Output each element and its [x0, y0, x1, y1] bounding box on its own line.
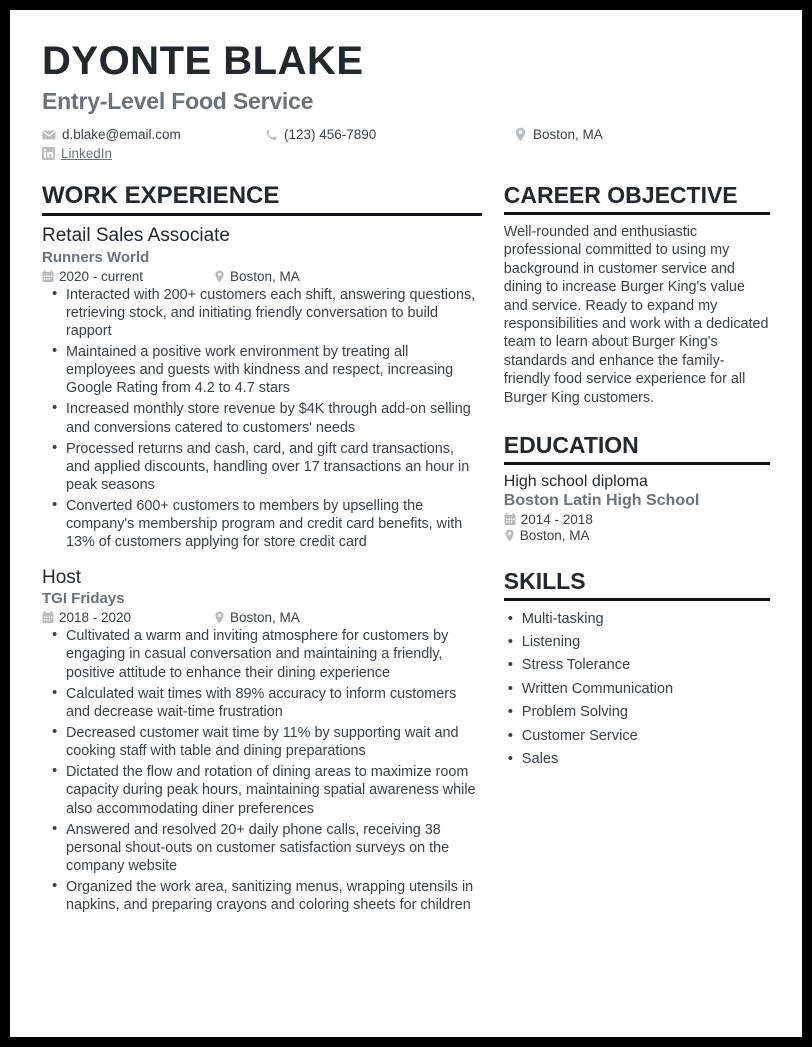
job-company: TGI Fridays: [42, 590, 125, 608]
calendar-icon: [42, 270, 54, 283]
contact-linkedin-label[interactable]: LinkedIn: [61, 146, 113, 161]
job-location-label: Boston, MA: [230, 268, 300, 284]
spacer: [504, 543, 770, 569]
job-bullet: • Dictated the flow and rotation of dining areas to maximize room capacity during peak hours, maintaining spatial awareness while also accommodating diner preferences: [42, 763, 482, 817]
job-meta-row: [42, 269, 482, 284]
job-bullet: • Interacted with 200+ customers each shift, answering questions, retrieving stock, and initiating friendly conversation to build rapport: [42, 286, 482, 340]
skill-item: • Written Communication: [504, 679, 770, 699]
job-bullet: • Cultivated a warm and inviting atmosphere for customers by engaging in casual conversation and maintaining a friendly, positive attitude to enhance their dining experience: [42, 627, 482, 681]
contact-location: [514, 127, 734, 142]
career-objective-text: Well-rounded and enthusiastic professional committed to using my background in customer service and dining to increase Burger King's value and service. Ready to expand my responsibilities and work with a dedicated team to learn about Burger King's standards and enhance the family-friendly food service experience for all Burger King customers.: [503, 223, 769, 406]
job-bullet: • Processed returns and cash, card, and gift card transactions, and applied discounts, handling over 17 transactions an hour in peak seasons: [42, 440, 482, 494]
job-meta-row: [42, 610, 482, 625]
skill-item: • Multi-tasking: [504, 609, 770, 629]
envelope-icon: [42, 128, 56, 142]
section-heading-work-experience: WORK EXPERIENCE: [42, 183, 482, 216]
section-heading-education: EDUCATION: [504, 433, 770, 465]
resume-page: [10, 10, 802, 1037]
work-experience-entry: [42, 224, 482, 552]
right-column: [504, 183, 770, 928]
linkedin-icon: [42, 147, 55, 160]
skills-list: [504, 609, 770, 770]
education-dates: [504, 512, 770, 527]
job-bullet: • Organized the work area, sanitizing menus, wrapping utensils in napkins, and preparing crayons and coloring sheets for children: [42, 878, 482, 914]
job-bullet: • Converted 600+ customers to members by upselling the company's membership program and credit card benefits, with 13% of customers applying for store credit card: [42, 497, 482, 551]
education-location: [504, 528, 770, 543]
job-dates: [42, 269, 214, 284]
contact-phone-label: (123) 456-7890: [284, 127, 377, 142]
skill-item: • Customer Service: [504, 726, 770, 746]
job-location: [214, 610, 300, 625]
calendar-icon: [504, 513, 516, 526]
left-column: [42, 183, 504, 928]
candidate-name: DYONTE BLAKE: [42, 39, 364, 83]
job-bullet: • Maintained a positive work environment by treating all employees and guests with kindness and respect, increasing Google Rating from 4.2 to 4.7 stars: [42, 343, 482, 397]
job-bullet: • Calculated wait times with 89% accuracy to inform customers and decrease wait-time frustration: [42, 685, 482, 721]
contact-linkedin[interactable]: [42, 146, 264, 161]
resume-header: [42, 40, 770, 161]
candidate-title: Entry-Level Food Service: [42, 88, 314, 114]
job-dates-label: 2020 - current: [59, 268, 144, 284]
contact-email-label: d.blake@email.com: [62, 127, 181, 142]
map-pin-icon: [214, 270, 225, 283]
contact-phone[interactable]: [264, 127, 514, 142]
skill-item: • Stress Tolerance: [504, 655, 770, 675]
contact-location-label: Boston, MA: [533, 127, 603, 142]
education-degree: High school diploma: [503, 472, 648, 490]
work-experience-list: [42, 224, 482, 915]
job-bullet: • Answered and resolved 20+ daily phone calls, receiving 38 personal shout-outs on customer satisfaction surveys on the company website: [42, 821, 482, 875]
contact-email[interactable]: [42, 127, 264, 142]
work-experience-entry: [42, 566, 482, 915]
job-bullet: • Decreased customer wait time by 11% by supporting wait and cooking staff with table and dining preparations: [42, 724, 482, 760]
job-dates-label: 2018 - 2020: [59, 610, 132, 626]
section-heading-skills: SKILLS: [504, 569, 770, 601]
job-company: Runners World: [42, 248, 150, 266]
education-dates-label: 2014 - 2018: [520, 511, 593, 527]
job-location: [214, 269, 300, 284]
skill-item: • Listening: [504, 632, 770, 652]
map-pin-icon: [514, 127, 527, 142]
job-bullet-list: [42, 286, 482, 552]
skill-item: • Sales: [504, 749, 770, 769]
job-location-label: Boston, MA: [230, 610, 300, 626]
section-heading-career-objective: CAREER OBJECTIVE: [504, 183, 770, 215]
job-dates: [42, 610, 214, 625]
resume-body: [42, 183, 770, 928]
phone-icon: [264, 128, 278, 142]
calendar-icon: [42, 611, 54, 624]
job-bullet: • Increased monthly store revenue by $4K through add-on selling and conversions catered to customers' needs: [42, 400, 482, 436]
contact-row-secondary: [42, 146, 770, 161]
education-school: Boston Latin High School: [503, 491, 700, 509]
contact-row-primary: [42, 127, 770, 142]
education-entry: [504, 473, 770, 543]
job-title: Host: [42, 566, 82, 588]
map-pin-icon: [214, 611, 225, 624]
education-location-label: Boston, MA: [519, 527, 590, 543]
job-title: Retail Sales Associate: [42, 224, 230, 246]
job-bullet-list: [42, 627, 482, 914]
skill-item: • Problem Solving: [504, 702, 770, 722]
map-pin-icon: [504, 529, 515, 542]
